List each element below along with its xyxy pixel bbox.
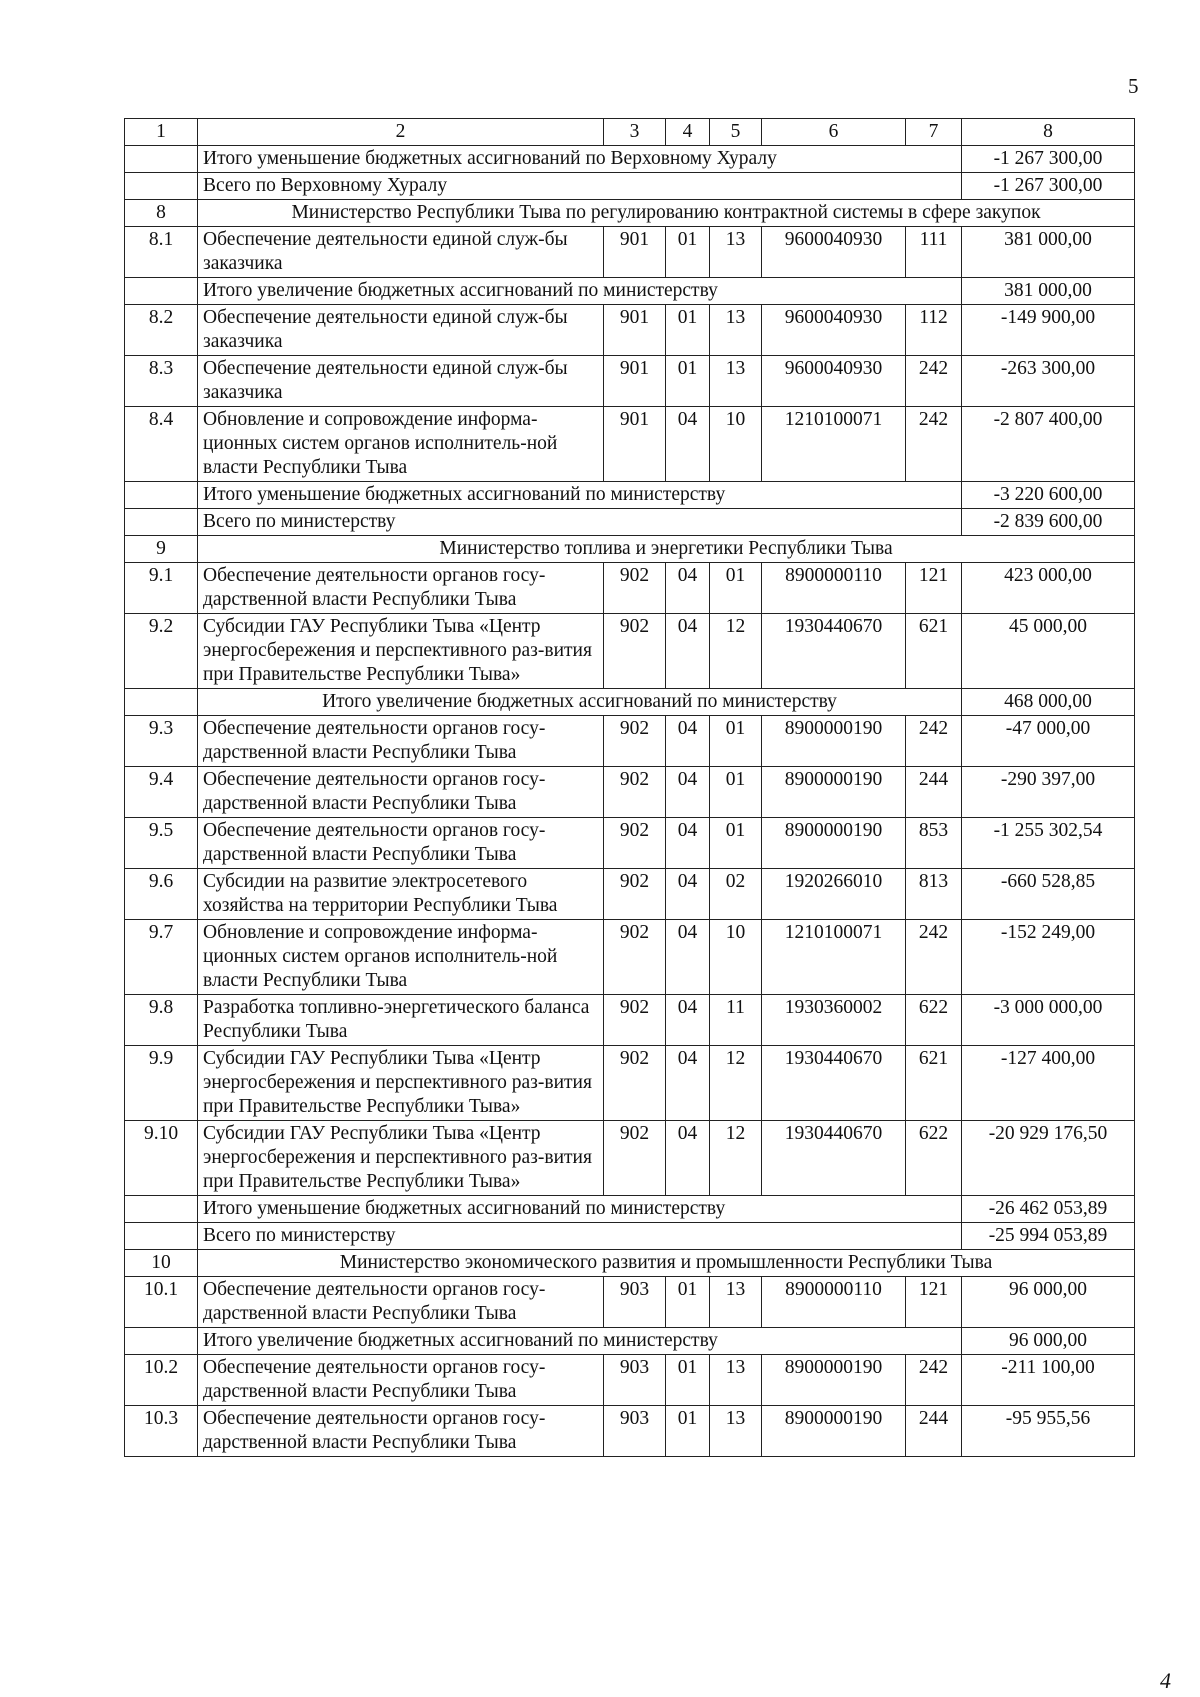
total-label: Всего по Верховному Хуралу [198,173,962,200]
code-expense-type: 121 [906,1277,962,1328]
item-amount: -211 100,00 [962,1355,1135,1406]
empty-cell [125,1223,198,1250]
code-target-article: 1210100071 [762,407,906,482]
item-number: 10.2 [125,1355,198,1406]
total-label: Итого увеличение бюджетных ассигнований по министерству [198,689,962,716]
code-section: 04 [666,869,710,920]
total-amount: -1 267 300,00 [962,146,1135,173]
item-number: 10.3 [125,1406,198,1457]
item-amount: 423 000,00 [962,563,1135,614]
code-ministry: 902 [604,716,666,767]
code-subsection: 02 [710,869,762,920]
code-ministry: 902 [604,614,666,689]
item-amount: -127 400,00 [962,1046,1135,1121]
code-ministry: 902 [604,1046,666,1121]
code-section: 04 [666,614,710,689]
code-target-article: 8900000190 [762,1355,906,1406]
item-amount: -149 900,00 [962,305,1135,356]
budget-table [124,118,1135,1457]
item-description: Субсидии ГАУ Республики Тыва «Центр энергосбережения и перспективного раз-вития при Правительстве Республики Тыва» [198,1121,604,1196]
code-subsection: 13 [710,356,762,407]
item-amount: -95 955,56 [962,1406,1135,1457]
section-number: 8 [125,200,198,227]
item-amount: -47 000,00 [962,716,1135,767]
total-row [125,689,1135,716]
code-expense-type: 242 [906,920,962,995]
item-amount: 381 000,00 [962,227,1135,278]
item-amount: -3 000 000,00 [962,995,1135,1046]
code-subsection: 01 [710,818,762,869]
code-section: 01 [666,1277,710,1328]
table-row [125,716,1135,767]
code-ministry: 902 [604,563,666,614]
section-row [125,1250,1135,1277]
code-section: 04 [666,563,710,614]
table-row [125,1046,1135,1121]
empty-cell [125,482,198,509]
code-target-article: 8900000110 [762,563,906,614]
section-title: Министерство экономического развития и промышленности Республики Тыва [198,1250,1135,1277]
code-subsection: 10 [710,920,762,995]
table-row [125,818,1135,869]
code-section: 04 [666,995,710,1046]
code-ministry: 902 [604,818,666,869]
code-subsection: 12 [710,1046,762,1121]
item-number: 8.2 [125,305,198,356]
item-description: Обновление и сопровождение информа-ционных систем органов исполнитель-ной власти Республики Тыва [198,920,604,995]
table-row [125,767,1135,818]
code-ministry: 902 [604,920,666,995]
total-amount: -25 994 053,89 [962,1223,1135,1250]
code-target-article: 1930440670 [762,1121,906,1196]
item-description: Обеспечение деятельности органов госу-дарственной власти Республики Тыва [198,1355,604,1406]
total-label: Итого уменьшение бюджетных ассигнований по министерству [198,1196,962,1223]
empty-cell [125,509,198,536]
total-label: Всего по министерству [198,1223,962,1250]
item-number: 9.6 [125,869,198,920]
code-subsection: 13 [710,1355,762,1406]
item-number: 9.9 [125,1046,198,1121]
item-description: Обеспечение деятельности органов госу-дарственной власти Республики Тыва [198,563,604,614]
table-row [125,305,1135,356]
code-subsection: 10 [710,407,762,482]
item-number: 9.5 [125,818,198,869]
total-amount: 96 000,00 [962,1328,1135,1355]
total-label: Итого увеличение бюджетных ассигнований по министерству [198,278,962,305]
table-row [125,563,1135,614]
code-ministry: 903 [604,1355,666,1406]
code-target-article: 1930360002 [762,995,906,1046]
item-amount: 45 000,00 [962,614,1135,689]
header-cell: 8 [962,119,1135,146]
total-label: Итого уменьшение бюджетных ассигнований по министерству [198,482,962,509]
item-number: 8.1 [125,227,198,278]
code-subsection: 13 [710,1406,762,1457]
item-number: 8.4 [125,407,198,482]
item-description: Обеспечение деятельности единой служ-бы заказчика [198,227,604,278]
empty-cell [125,1328,198,1355]
total-amount: 381 000,00 [962,278,1135,305]
code-expense-type: 853 [906,818,962,869]
code-target-article: 8900000190 [762,818,906,869]
handwritten-mark: 4 [1160,1668,1171,1693]
code-expense-type: 242 [906,356,962,407]
code-subsection: 13 [710,1277,762,1328]
item-description: Обеспечение деятельности органов госу-дарственной власти Республики Тыва [198,716,604,767]
code-expense-type: 813 [906,869,962,920]
item-amount: -290 397,00 [962,767,1135,818]
code-subsection: 11 [710,995,762,1046]
code-ministry: 901 [604,305,666,356]
table-row [125,1406,1135,1457]
code-ministry: 902 [604,767,666,818]
code-target-article: 9600040930 [762,305,906,356]
code-ministry: 902 [604,869,666,920]
total-row [125,509,1135,536]
code-section: 01 [666,227,710,278]
item-description: Обеспечение деятельности единой служ-бы заказчика [198,305,604,356]
total-row [125,1328,1135,1355]
code-section: 01 [666,1355,710,1406]
item-number: 9.8 [125,995,198,1046]
item-number: 9.3 [125,716,198,767]
code-subsection: 12 [710,1121,762,1196]
empty-cell [125,173,198,200]
total-amount: -1 267 300,00 [962,173,1135,200]
code-expense-type: 242 [906,1355,962,1406]
header-cell: 3 [604,119,666,146]
header-cell: 2 [198,119,604,146]
item-description: Субсидии ГАУ Республики Тыва «Центр энергосбережения и перспективного раз-вития при Правительстве Республики Тыва» [198,1046,604,1121]
item-description: Обеспечение деятельности органов госу-дарственной власти Республики Тыва [198,1406,604,1457]
table-row [125,995,1135,1046]
total-amount: -3 220 600,00 [962,482,1135,509]
table-row [125,1121,1135,1196]
total-amount: -26 462 053,89 [962,1196,1135,1223]
total-label: Всего по министерству [198,509,962,536]
table-row [125,356,1135,407]
page-number: 5 [1128,74,1139,98]
header-cell: 4 [666,119,710,146]
total-row [125,482,1135,509]
total-row [125,146,1135,173]
section-row [125,200,1135,227]
header-cell: 1 [125,119,198,146]
code-expense-type: 242 [906,407,962,482]
item-description: Обновление и сопровождение информа-ционных систем органов исполнитель-ной власти Республики Тыва [198,407,604,482]
code-expense-type: 244 [906,1406,962,1457]
code-section: 04 [666,920,710,995]
item-amount: -660 528,85 [962,869,1135,920]
code-target-article: 9600040930 [762,227,906,278]
table-row [125,920,1135,995]
code-target-article: 9600040930 [762,356,906,407]
total-row [125,1196,1135,1223]
code-ministry: 901 [604,227,666,278]
empty-cell [125,1196,198,1223]
code-section: 04 [666,1046,710,1121]
header-cell: 7 [906,119,962,146]
code-section: 04 [666,716,710,767]
code-expense-type: 622 [906,995,962,1046]
code-section: 04 [666,767,710,818]
code-subsection: 13 [710,227,762,278]
code-expense-type: 621 [906,614,962,689]
item-description: Субсидии ГАУ Республики Тыва «Центр энергосбережения и перспективного раз-вития при Правительстве Республики Тыва» [198,614,604,689]
empty-cell [125,146,198,173]
code-expense-type: 121 [906,563,962,614]
code-target-article: 1210100071 [762,920,906,995]
item-description: Обеспечение деятельности органов госу-дарственной власти Республики Тыва [198,818,604,869]
code-expense-type: 242 [906,716,962,767]
item-amount: -152 249,00 [962,920,1135,995]
item-number: 8.3 [125,356,198,407]
item-number: 10.1 [125,1277,198,1328]
code-subsection: 01 [710,767,762,818]
code-section: 04 [666,407,710,482]
total-amount: 468 000,00 [962,689,1135,716]
empty-cell [125,689,198,716]
code-expense-type: 111 [906,227,962,278]
table-row [125,869,1135,920]
code-expense-type: 112 [906,305,962,356]
section-number: 9 [125,536,198,563]
section-title: Министерство Республики Тыва по регулированию контрактной системы в сфере закупок [198,200,1135,227]
code-ministry: 903 [604,1406,666,1457]
code-target-article: 8900000190 [762,1406,906,1457]
item-number: 9.2 [125,614,198,689]
code-ministry: 903 [604,1277,666,1328]
table-row [125,1277,1135,1328]
code-section: 04 [666,818,710,869]
code-ministry: 901 [604,356,666,407]
header-cell: 6 [762,119,906,146]
code-target-article: 1930440670 [762,614,906,689]
section-title: Министерство топлива и энергетики Республики Тыва [198,536,1135,563]
code-target-article: 8900000190 [762,767,906,818]
item-description: Обеспечение деятельности органов госу-дарственной власти Республики Тыва [198,767,604,818]
item-description: Обеспечение деятельности единой служ-бы заказчика [198,356,604,407]
item-number: 9.10 [125,1121,198,1196]
total-amount: -2 839 600,00 [962,509,1135,536]
item-number: 9.4 [125,767,198,818]
item-amount: -2 807 400,00 [962,407,1135,482]
total-label: Итого увеличение бюджетных ассигнований по министерству [198,1328,962,1355]
header-row [125,119,1135,146]
table-row [125,407,1135,482]
item-amount: -20 929 176,50 [962,1121,1135,1196]
code-expense-type: 621 [906,1046,962,1121]
section-row [125,536,1135,563]
code-ministry: 901 [604,407,666,482]
code-target-article: 1920266010 [762,869,906,920]
item-number: 9.1 [125,563,198,614]
code-expense-type: 622 [906,1121,962,1196]
total-row [125,278,1135,305]
code-section: 01 [666,1406,710,1457]
table-row [125,614,1135,689]
item-amount: 96 000,00 [962,1277,1135,1328]
table-row [125,227,1135,278]
code-expense-type: 244 [906,767,962,818]
code-ministry: 902 [604,1121,666,1196]
code-ministry: 902 [604,995,666,1046]
code-subsection: 01 [710,563,762,614]
total-row [125,1223,1135,1250]
total-label: Итого уменьшение бюджетных ассигнований по Верховному Хуралу [198,146,962,173]
item-description: Субсидии на развитие электросетевого хозяйства на территории Республики Тыва [198,869,604,920]
item-amount: -1 255 302,54 [962,818,1135,869]
code-subsection: 12 [710,614,762,689]
table-row [125,1355,1135,1406]
code-section: 04 [666,1121,710,1196]
code-target-article: 1930440670 [762,1046,906,1121]
code-target-article: 8900000190 [762,716,906,767]
code-section: 01 [666,305,710,356]
header-cell: 5 [710,119,762,146]
code-subsection: 01 [710,716,762,767]
code-section: 01 [666,356,710,407]
item-amount: -263 300,00 [962,356,1135,407]
item-number: 9.7 [125,920,198,995]
empty-cell [125,278,198,305]
section-number: 10 [125,1250,198,1277]
total-row [125,173,1135,200]
item-description: Обеспечение деятельности органов госу-дарственной власти Республики Тыва [198,1277,604,1328]
item-description: Разработка топливно-энергетического баланса Республики Тыва [198,995,604,1046]
code-target-article: 8900000110 [762,1277,906,1328]
code-subsection: 13 [710,305,762,356]
